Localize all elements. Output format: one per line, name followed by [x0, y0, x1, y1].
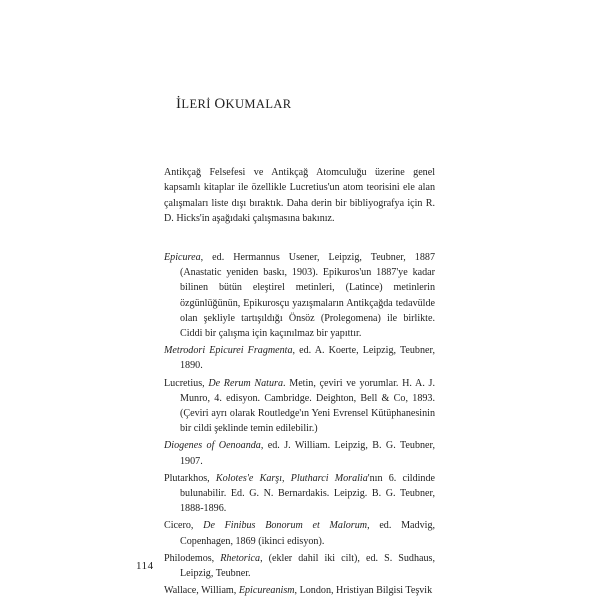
- bibliography-entry: [164, 471, 435, 517]
- bibliography-entry: [164, 518, 435, 548]
- bibliography-entry: [164, 438, 435, 468]
- entry-text: , (ekler dahil iki cilt), ed. S. Sudhaus, Leipzig, Teubner.: [180, 552, 435, 580]
- entry-title: Kolotes'e Karşı, Plutharci Moralia: [215, 472, 368, 484]
- entry-text: , London, Hristiyan Bilgisi Teşvik: [294, 585, 433, 597]
- entry-prefix: Plutarkhos,: [164, 472, 216, 484]
- bibliography-entry: [164, 376, 435, 437]
- entry-prefix: Wallace, William,: [164, 585, 239, 597]
- bibliography-list: [164, 250, 435, 600]
- entry-prefix: Lucretius,: [164, 377, 209, 389]
- page-number: 114: [136, 560, 154, 572]
- bibliography-entry: [164, 343, 435, 373]
- entry-title: De Finibus Bonorum et Malorum: [203, 520, 368, 532]
- entry-text: 'nın 6. cildinde bulunabilir. Ed. G. N. Bernardakis. Leipzig. B. G. Teubner, 1888-1896.: [180, 472, 435, 515]
- entry-text: , ed. Madvig, Copenhagen, 1869 (ikinci edisyon).: [180, 520, 436, 547]
- entry-text: . Metin, çeviri ve yorumlar. H. A. J. Munro, 4. edisyon. Cambridge. Deighton, Bell & Co, 1893. (Çeviri ayrı olarak Routledge'ın Yeni Evrensel Kütüphanesinin bir cildi şeklinde temin edilebilir.): [180, 377, 435, 435]
- bibliography-entry: [164, 583, 435, 598]
- section-heading: İLERİ OKUMALAR: [176, 96, 292, 112]
- entry-title: Epicureanism: [238, 585, 295, 597]
- entry-title: Epicurea: [164, 252, 201, 263]
- entry-prefix: Cicero,: [164, 520, 204, 532]
- entry-text: , ed. J. William. Leipzig, B. G. Teubner, 1907.: [180, 440, 435, 467]
- entry-text: , ed. A. Koerte, Leipzig, Teubner, 1890.: [180, 345, 435, 372]
- entry-text: , ed. Hermannus Usener, Leipzig, Teubner, 1887 (Anastatic yeniden baskı, 1903). Epikuros'un 1887'ye kadar bilinen bütün eleştirel metinleri, (Latince) metinlerin özgünlüğünün, Epikurosçu yazışmaların Antikçağda tedavülde olan şekliyle tartışıldığı Önsöz (Prolegomena) ile birlikte. Ciddi bir çalışma için kaçınılmaz bir yapıttır.: [180, 252, 435, 340]
- entry-prefix: Philodemos,: [164, 552, 221, 564]
- entry-title: Metrodori Epicurei Fragmenta: [164, 345, 293, 357]
- bibliography-entry: [164, 551, 435, 581]
- bibliography-entry: [164, 250, 435, 341]
- intro-paragraph: Antikçağ Felsefesi ve Antikçağ Atomculuğu üzerine genel kapsamlı kitaplar ile özellikle Lucretius'un atom teorisini ele alan çalışmaları liste dışı bıraktık. Daha derin bir bibliyografya için R. D. Hicks'in aşağıdaki çalışmasına bakınız.: [164, 167, 435, 224]
- entry-title: Rhetorica: [220, 552, 261, 564]
- entry-title: Diogenes of Oenoanda: [164, 440, 261, 452]
- entry-title: De Rerum Natura: [208, 377, 284, 389]
